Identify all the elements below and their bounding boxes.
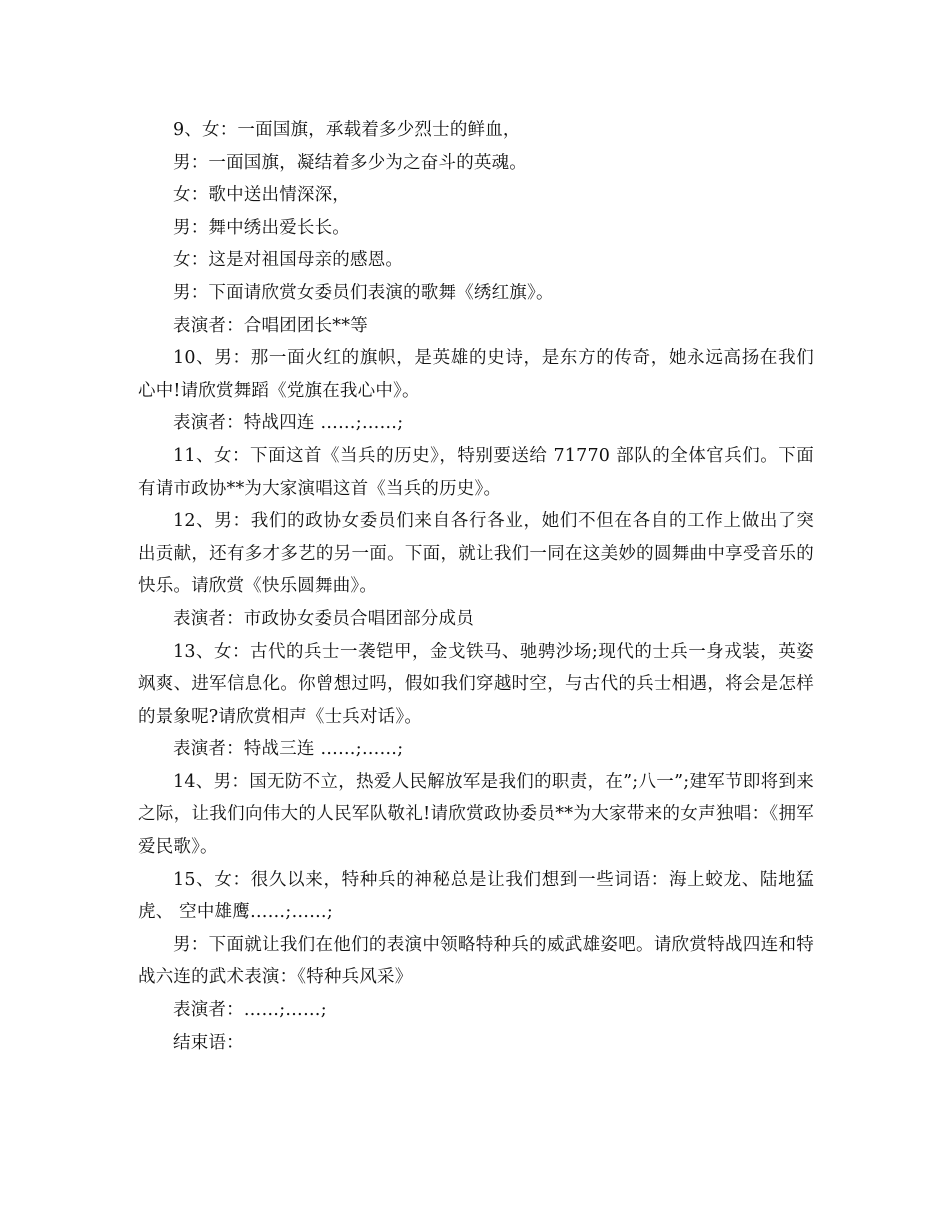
paragraph-dance-male: 男：舞中绣出爱长长。: [173, 217, 350, 238]
paragraph-15-male: 男：下面就让我们在他们的表演中领略特种兵的威武雄姿吧。请欣赏特战四连和特战六连的武术表演：《特种兵风采》: [138, 934, 814, 988]
performer-line-company-4: 表演者：特战四连 ……;……;: [173, 413, 404, 434]
paragraph-9-female: 9、女：一面国旗，承载着多少烈士的鲜血，: [173, 120, 521, 140]
performer-line-special-forces: 表演者：……;……;: [173, 1000, 327, 1021]
performer-line-company-3: 表演者：特战三连 ……;……;: [173, 739, 404, 760]
closing-heading: 结束语：: [173, 1032, 244, 1053]
paragraph-gratitude-female: 女：这是对祖国母亲的感恩。: [173, 250, 404, 271]
paragraph-11: 11、女：下面这首《当兵的历史》，特别要送给 71770 部队的全体官兵们。下面有请市政协**为大家演唱这首《当兵的历史》。: [138, 445, 814, 499]
paragraph-song-female: 女：歌中送出情深深，: [173, 185, 350, 206]
paragraph-12: 12、男：我们的政协女委员们来自各行各业，她们不但在各自的工作上做出了突出贡献，还有多才多艺的另一面。下面，就让我们一同在这美妙的圆舞曲中享受音乐的快乐。请欣赏《快乐圆舞曲》。: [138, 511, 814, 597]
paragraph-15-female: 15、女：很久以来，特种兵的神秘总是让我们想到一些词语：海上蛟龙、陆地猛虎、 空中雄鹰……;……;: [138, 869, 814, 923]
paragraph-13: 13、女：古代的兵士一袭铠甲，金戈铁马、驰骋沙场;现代的士兵一身戎装，英姿飒爽、进军信息化。你曾想过吗，假如我们穿越时空，与古代的兵士相遇，将会是怎样的景象呢?请欣赏相声《士兵对话》。: [138, 641, 814, 727]
paragraph-10: 10、男：那一面火红的旗帜，是英雄的史诗，是东方的传奇，她永远高扬在我们心中!请欣赏舞蹈《党旗在我心中》。: [138, 348, 814, 401]
document-body: [138, 114, 814, 1059]
performer-line-choir: 表演者：合唱团团长**等: [173, 315, 368, 336]
paragraph-9-male: 男：一面国旗，凝结着多少为之奋斗的英魂。: [173, 152, 527, 173]
paragraph-14: 14、男：国无防不立，热爱人民解放军是我们的职责，在”;八一”;建军节即将到来之际，让我们向伟大的人民军队敬礼!请欣赏政协委员**为大家带来的女声独唱：《拥军爱民歌》。: [138, 771, 814, 858]
paragraph-intro-male: 男：下面请欣赏女委员们表演的歌舞《绣红旗》。: [173, 282, 554, 303]
performer-line-women-choir: 表演者：市政协女委员合唱团部分成员: [173, 608, 474, 629]
